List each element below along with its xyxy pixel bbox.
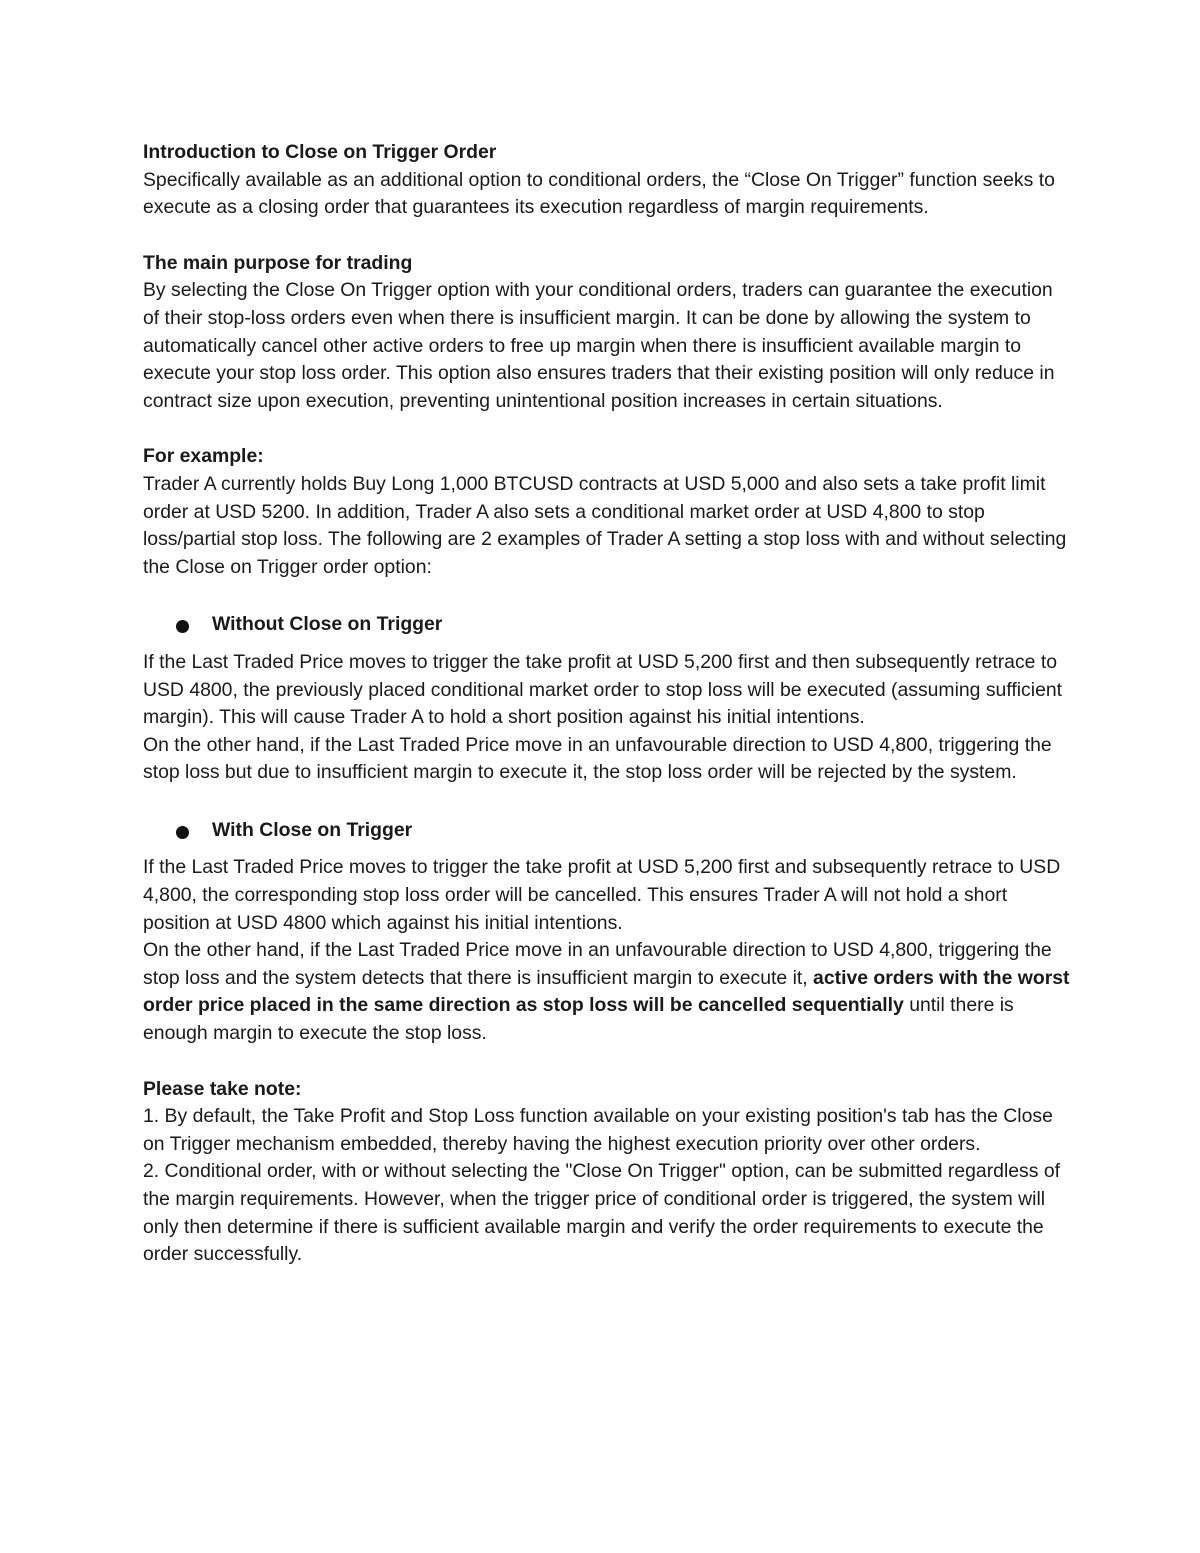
note-heading: Please take note: xyxy=(143,1077,302,1100)
spacer xyxy=(143,787,1073,815)
example-paragraph: Trader A currently holds Buy Long 1,000 BTCUSD contracts at USD 5,000 and also sets a take profit limit order at USD 5200. In addition, Trader A also sets a conditional market order at USD 4,800 to stop loss/partial stop loss. The following are 2 examples of Trader A setting a stop loss with and without selecting the Close on Trigger order option: xyxy=(143,472,1067,578)
note-item-2: 2. Conditional order, with or without selecting the "Close On Trigger" option, can be submitted regardless of the margin requirements. However, when the trigger price of conditional order is triggered, the system will only then determine if there is sufficient available margin and verify the order requirements to execute the order successfully. xyxy=(143,1160,1061,1266)
bullet-icon xyxy=(176,620,189,633)
spacer xyxy=(143,415,1073,443)
spacer xyxy=(143,1048,1073,1076)
with-bullet-label: With Close on Trigger xyxy=(212,818,413,841)
without-bullet-label: Without Close on Trigger xyxy=(212,613,443,636)
intro-heading: Introduction to Close on Trigger Order xyxy=(143,141,497,163)
with-paragraph-2-emphasis: active orders with the worst order price placed in the same direction as stop loss will be cancelled sequentially xyxy=(143,966,1070,1017)
with-paragraph-2-end: until there is enough margin to execute the stop loss. xyxy=(143,994,1014,1045)
without-paragraph-1: If the Last Traded Price moves to trigger the take profit at USD 5,200 first and then subsequently retrace to USD 4800, the previously placed conditional market order to stop loss will be executed (assuming sufficient margin). This will cause Trader A to hold a short position against his initial intentions. xyxy=(143,650,1063,729)
intro-paragraph: Specifically available as an additional option to conditional orders, the “Close On Trigger” function seeks to execute as a closing order that guarantees its execution regardless of margin requirements. xyxy=(143,168,1055,219)
with-paragraph-2-start: On the other hand, if the Last Traded Price move in an unfavourable direction to USD 4,800, triggering the stop loss and the system detects that there is insufficient margin to execute it, xyxy=(143,939,1052,989)
with-paragraph-2 xyxy=(143,937,1073,1047)
with-paragraph-1: If the Last Traded Price moves to trigger the take profit at USD 5,200 first and subsequently retrace to USD 4,800, the corresponding stop loss order will be cancelled. This ensures Trader A will not hold a short position at USD 4800 which against his initial intentions. xyxy=(143,856,1061,934)
with-bullet-item xyxy=(143,817,1073,845)
without-paragraph-2: On the other hand, if the Last Traded Price move in an unfavourable direction to USD 4,800, triggering the stop loss but due to insufficient margin to execute it, the stop loss order will be rejected by the system. xyxy=(143,733,1052,784)
purpose-paragraph: By selecting the Close On Trigger option with your conditional orders, traders can guarantee the execution of their stop-loss orders even when there is insufficient margin. It can be done by allowing the system to automatically cancel other active orders to free up margin when there is insufficient available margin to execute your stop loss order. This option also ensures traders that their existing position will only reduce in contract size upon execution, preventing unintentional position increases in certain situations. xyxy=(143,279,1055,412)
note-item-1: 1. By default, the Take Profit and Stop Loss function available on your existing position's tab has the Close on Trigger mechanism embedded, thereby having the highest execution priority over other orders. xyxy=(143,1105,1053,1155)
spacer xyxy=(143,581,1073,609)
example-heading: For example: xyxy=(143,445,264,468)
purpose-heading: The main purpose for trading xyxy=(143,251,413,274)
bullet-icon xyxy=(176,826,189,839)
spacer xyxy=(143,222,1073,250)
without-bullet-item xyxy=(143,611,1073,639)
document-page xyxy=(143,139,1073,1269)
